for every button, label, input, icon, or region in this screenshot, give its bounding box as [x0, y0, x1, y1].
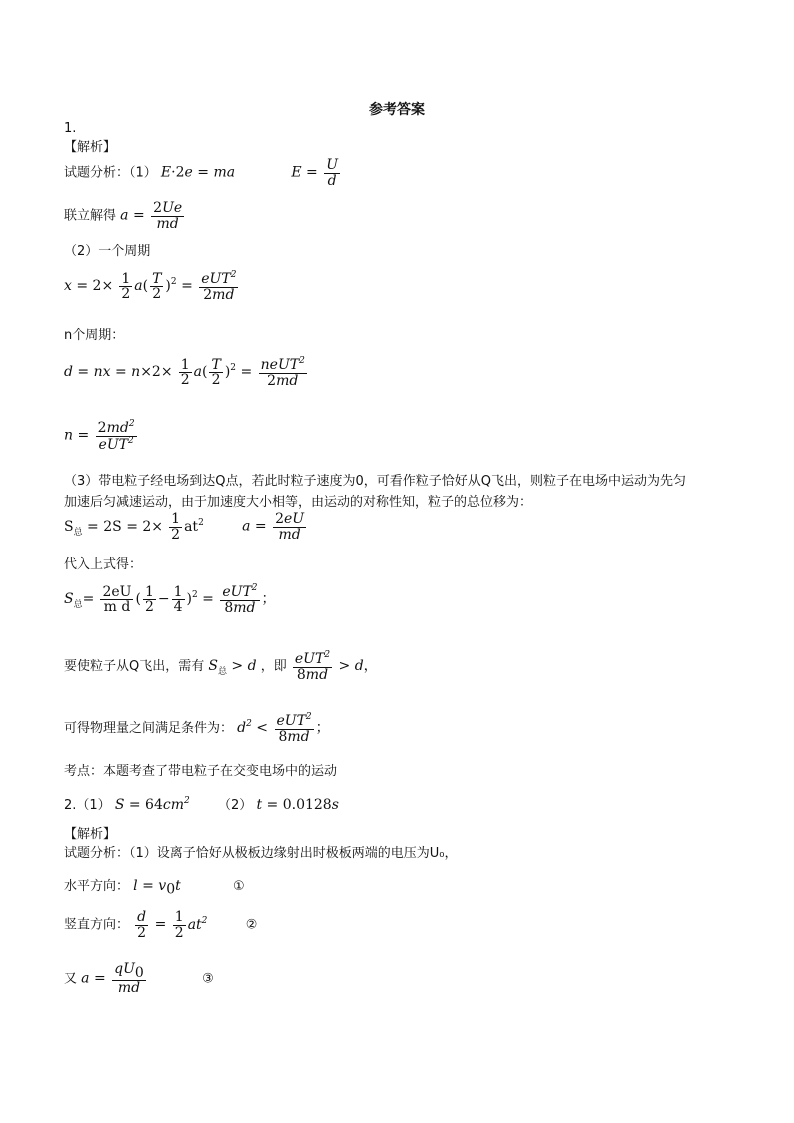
subscript-zong-3: 总	[217, 666, 227, 677]
circle-one: ①	[233, 879, 245, 894]
q2-vertical-equation: 竖直方向： $\frac{d}{2}$ = $\frac{1}{2}$ $at^2$ ②	[64, 909, 258, 941]
horizontal-label: 水平方向：	[64, 879, 130, 894]
q1-part2-label: （2）一个周期	[64, 244, 151, 259]
q2-part2-label: （2）	[218, 798, 253, 813]
q1-exit-condition: 要使粒子从Q飞出，需有 $S_总 > d$ ，即 $\frac{eUT^2}{8md}$ > d，	[64, 650, 378, 683]
need-prefix: 要使粒子从Q飞出，需有	[64, 659, 205, 675]
q2-analysis-text: 试题分析：（1）设离子恰好从极板边缘射出时极板两端的电压为U₀，	[64, 846, 458, 861]
q1-substitute-label: 代入上式得：	[64, 557, 143, 572]
q2-answer-line: 2.（1） $S = 64cm^2$ （2） t = 0.0128s	[64, 796, 339, 813]
q1-kaodian: 考点：本题考查了带电粒子在交变电场中的运动	[64, 764, 338, 779]
q1-one-period-equation: x = 2× $\frac{1}{2}$ a( $\frac{T}{2}$ )$^2$ = $\frac{eUT^2}{2md}$	[64, 270, 237, 303]
vertical-label: 竖直方向：	[64, 917, 130, 933]
q1-n-periods-equation: d = nx = n×2× $\frac{1}{2}$ a( $\frac{T}{2}$ )$^2$ = $\frac{neUT^2}{2md}$	[64, 356, 305, 389]
need-mid: ，即	[260, 659, 287, 675]
question-number-1: 1.	[64, 121, 77, 136]
cond-prefix: 可得物理量之间满足条件为：	[64, 721, 234, 737]
q1-total-displacement: $S_总 = 2S = 2\times$ $\frac{1}{2}$ $at^2$ a = $\frac{2eU}{md}$	[64, 511, 305, 543]
q1-part3-text-2: 加速后匀减速运动，由于加速度大小相等，由运动的对称性知，粒子的总位移为：	[64, 495, 533, 510]
circle-two: ②	[245, 917, 258, 933]
subscript-zong: 总	[73, 527, 83, 538]
analysis-heading: 【解析】	[64, 140, 117, 155]
circle-three: ③	[202, 971, 214, 987]
q1-n-periods-label: n个周期：	[64, 328, 125, 343]
analysis-prefix: 试题分析：（1）	[64, 165, 157, 181]
page-title: 参考答案	[369, 102, 425, 118]
q2-horizontal-equation: 水平方向： $l = v_0t$ ①	[64, 878, 245, 898]
solve-prefix: 联立解得	[64, 208, 117, 224]
q2-acceleration-equation: 又 a = $\frac{qU_0}{md}$ ③	[64, 961, 214, 997]
q1-n-equation: n = $\frac{2md^2}{eUT^2}$	[64, 419, 135, 453]
q1-substituted-equation: $S_总=$ $\frac{2eU}{\text{m d}}$ ( $\frac{1}{2}$ − $\frac{1}{4}$ )$^2$ = $\frac{eUT^2}{8md}$ ；	[64, 583, 276, 616]
also-label: 又	[64, 971, 78, 987]
q2-analysis-heading: 【解析】	[64, 827, 117, 842]
subscript-zong-2: 总	[73, 599, 83, 610]
q1-final-condition: 可得物理量之间满足条件为： $d^2$ < $\frac{eUT^2}{8md}$ ；	[64, 712, 330, 745]
q1-solve-line: 联立解得 a = $\frac{2Ue}{md}$	[64, 200, 183, 232]
q1-part3-text-1: （3）带电粒子经电场到达Q点，若此时粒子速度为0，可看作粒子恰好从Q飞出，则粒子在电场中运动为先匀	[64, 474, 687, 489]
q2-number: 2.（1）	[64, 798, 111, 813]
q1-part1-equations: 试题分析：（1） E·2e = ma E = $\frac{U}{d}$	[64, 157, 339, 189]
